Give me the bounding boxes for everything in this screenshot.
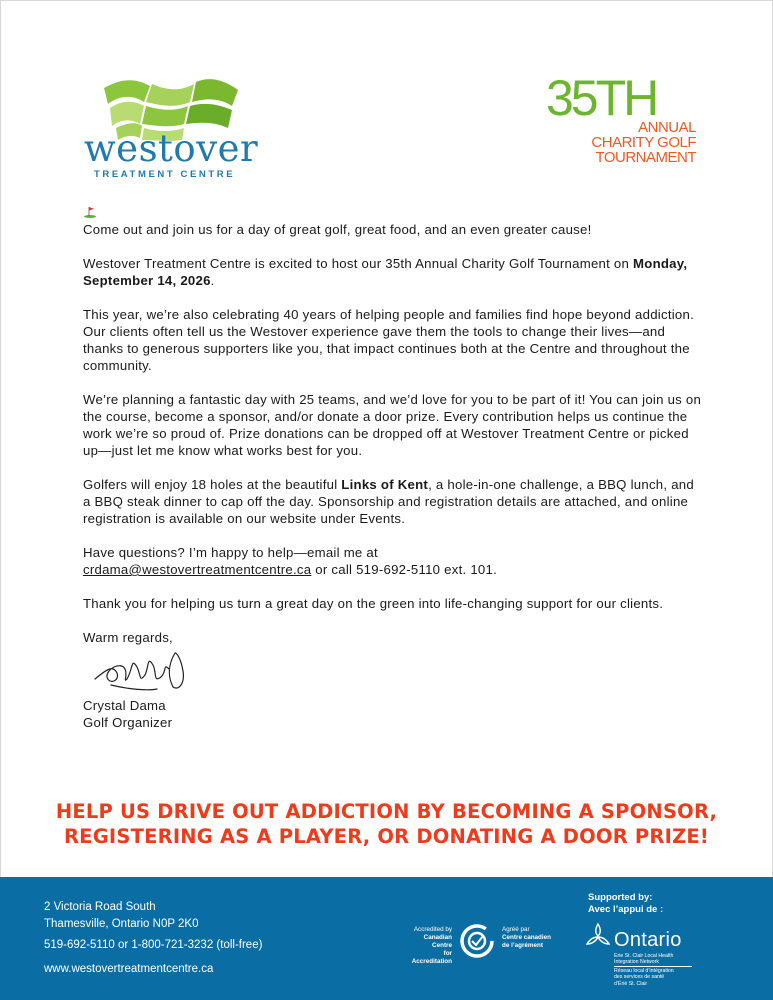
address-line-2: Thamesville, Ontario N0P 2K0 [44,918,199,930]
accreditation-logo [404,923,574,963]
closing: Warm regards, [83,630,173,645]
contact-paragraph: Have questions? I’m happy to help—email me at crdama@westovertreatmentcentre.ca or call 519-692-5110 ext. 101. [83,545,497,577]
event-line-charity: CHARITY GOLF [591,134,696,151]
thanks-paragraph: Thank you for helping us turn a great day on the green into life-changing support for our clients. [83,596,664,611]
event-number: 35TH [546,70,657,126]
golf-flag-icon [83,206,97,218]
accreditation-en: Accredited by Canadian Centre for Accreditation [411,926,452,965]
event-line-annual: ANNUAL [638,119,696,136]
event-date: Monday, September 14, 2026 [83,256,688,288]
ontario-divider [614,966,692,967]
cta-line-1: HELP US DRIVE OUT ADDICTION BY BECOMING A SPONSOR, [55,800,718,823]
footer-address [44,899,198,933]
email-link[interactable]: crdama@westovertreatmentcentre.ca [83,562,312,577]
accreditation-fr: Agréé par Centre canadien de l’agrément [502,926,551,949]
signature-block [83,697,703,731]
anniversary-paragraph: This year, we’re also celebrating 40 years of helping people and families find hope beyond addiction. Our clients often tell us the Westover experience gave them the tools to change their lives—and thanks to generous supporters like you, that impact continues both at the Centre and throughout the community. [83,307,694,373]
accreditation-icon [458,923,496,959]
call-to-action [40,799,733,849]
letter-body [83,206,703,731]
signer-title: Golf Organizer [83,715,173,730]
footer [0,877,773,1000]
trillium-icon [581,920,615,950]
address-line-1: 2 Victoria Road South [44,901,156,913]
logo-name: westover [84,127,259,170]
planning-paragraph: We’re planning a fantastic day with 25 teams, and we’d love for you to be part of it! You can join us on the course, become a sponsor, and/or donate a door prize. Every contribution helps us continue the work we’re so proud of. Prize donations can be dropped off at Westover Treatment Centre or picked up—just let me know what works best for you. [83,392,702,458]
signer-name: Crystal Dama [83,698,166,713]
logo-subtitle: TREATMENT CENTRE [94,169,236,180]
cta-line-2: REGISTERING AS A PLAYER, OR DONATING A DOOR PRIZE! [63,825,710,848]
venue-paragraph: Golfers will enjoy 18 holes at the beautiful Links of Kent, a hole-in-one challenge, a BBQ lunch, and a BBQ steak dinner to cap off the day. Sponsorship and registration details are attached, and online registration is available on our website under Events. [83,477,694,526]
intro-paragraph: Come out and join us for a day of great golf, great food, and an even greater cause! [83,222,592,237]
signature-image [87,639,212,699]
venue-name: Links of Kent [341,477,429,492]
supported-by: Supported by: Avec l’appui de : [588,892,664,915]
lhin-french: Réseau local d’intégration des services de santé d’Érié St. Clair [614,968,674,987]
ontario-wordmark: Ontario [614,929,682,951]
footer-phone: 519-692-5110 or 1-800-721-3232 (toll-free) [44,939,263,951]
footer-website[interactable]: www.westovertreatmentcentre.ca [44,963,214,975]
tournament-logo [546,70,696,166]
date-paragraph: Westover Treatment Centre is excited to host our 35th Annual Charity Golf Tournament on Monday, September 14, 2026. [83,256,688,288]
lhin-english: Erie St. Clair Local Health Integration Network [614,953,674,966]
event-line-tournament: TOURNAMENT [595,149,696,166]
ontario-logo [581,920,711,990]
westover-logo [84,76,259,186]
